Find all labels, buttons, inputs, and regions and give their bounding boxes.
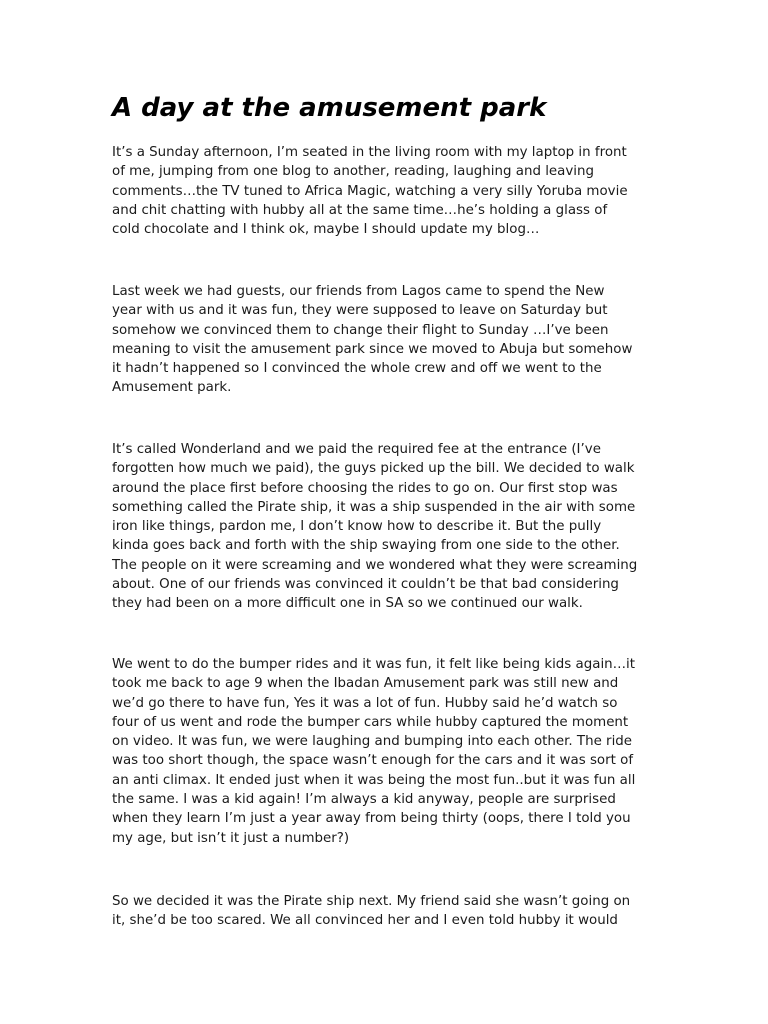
paragraph-bumper-rides: We went to do the bumper rides and it was fun, it felt like being kids again…it took me back to age 9 when the Ibadan Amusement park was still new and we’d go there to have fun, Yes it was a lot of fun. Hubby said he’d watch so four of us went and rode the bumper cars while hubby captured the moment on video. It was fun, we were laughing and bumping into each other. The ride was too short though, the space wasn’t enough for the cars and it was sort of an anti climax. It ended just when it was being the most fun..but it was fun all the same. I was a kid again! I’m always a kid anyway, people are surprised when they learn I’m just a year away from being thirty (oops, there I told you my age, but isn’t it just a number?): [112, 657, 636, 846]
paragraph-guests-from-lagos: Last week we had guests, our friends from Lagos came to spend the New year with us and it was fun, they were supposed to leave on Saturday but somehow we convinced them to change their flight to Sunday …I’ve been meaning to visit the amusement park since we moved to Abuja but somehow it hadn’t happened so I convinced the whole crew and off we went to the Amusement park.: [112, 284, 633, 396]
document-title: A day at the amusement park: [112, 93, 547, 123]
paragraph-sunday-afternoon: It’s a Sunday afternoon, I’m seated in the living room with my laptop in front of me, jumping from one blog to another, reading, laughing and leaving comments…the TV tuned to Africa Magic, watching a very silly Yoruba movie and chit chatting with hubby all at the same time…he’s holding a glass of cold chocolate and I think ok, maybe I should update my blog…: [112, 145, 628, 238]
paragraph-wonderland: It’s called Wonderland and we paid the required fee at the entrance (I’ve forgotten how much we paid), the guys picked up the bill. We decided to walk around the place first before choosing the rides to go on. Our first stop was something called the Pirate ship, it was a ship suspended in the air with some iron like things, pardon me, I don’t know how to describe it. But the pully kinda goes back and forth with the ship swaying from one side to the other. The people on it were screaming and we wondered what they were screaming about. One of our friends was convinced it couldn’t be that bad considering they had been on a more difficult one in SA so we continued our walk.: [112, 442, 638, 612]
paragraph-pirate-ship: So we decided it was the Pirate ship next. My friend said she wasn’t going on it, she’d be too scared. We all convinced her and I even told hubby it would: [112, 894, 631, 929]
